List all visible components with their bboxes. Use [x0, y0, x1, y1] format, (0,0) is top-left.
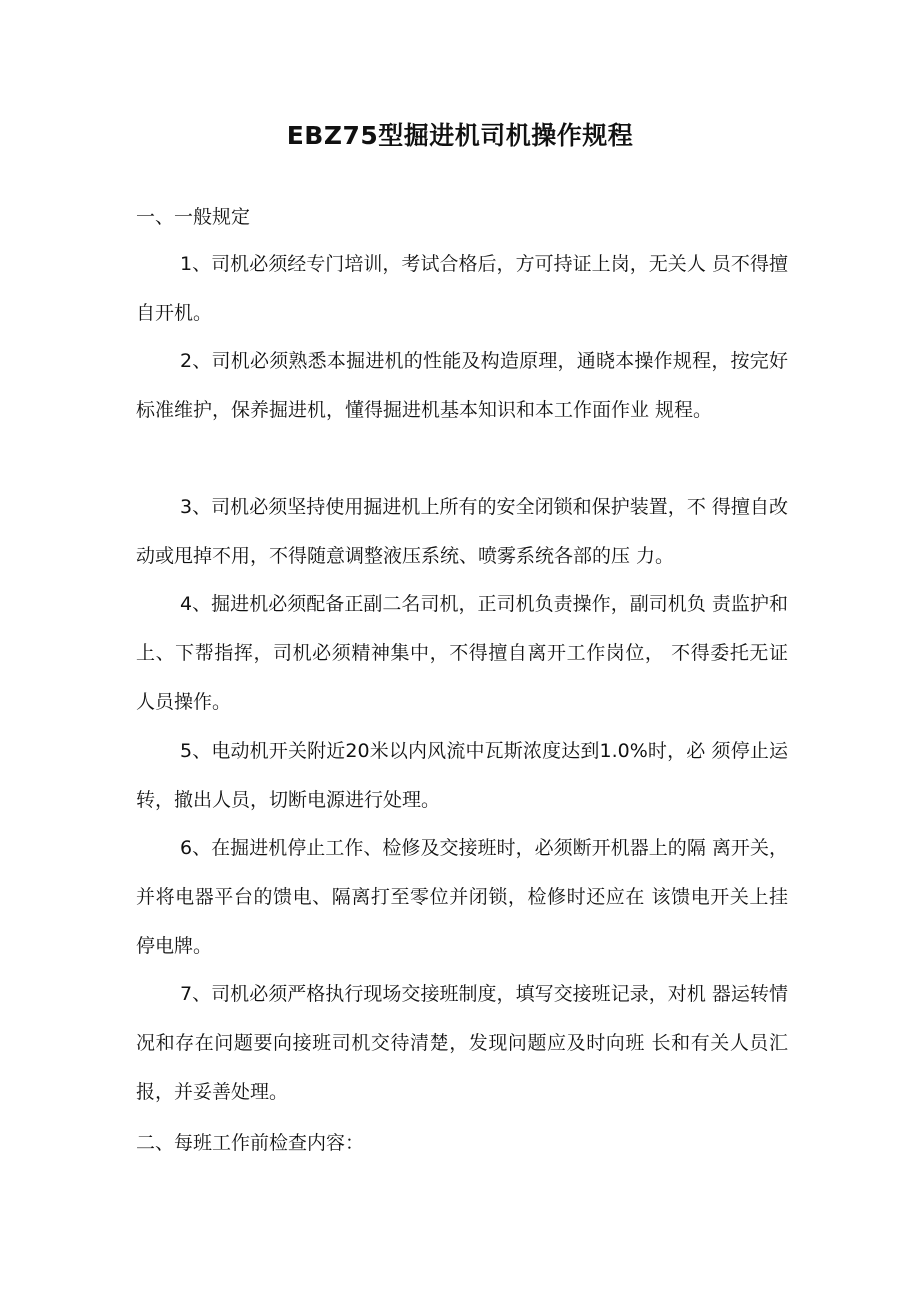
rule-item-6: 6、在掘进机停止工作、检修及交接班时，必须断开机器上的隔 离开关，并将电器平台的馈电、隔离打至零位并闭锁，检修时还应在 该馈电开关上挂停电牌。 [136, 837, 788, 957]
rule-item-2: 2、司机必须熟悉本掘进机的性能及构造原理，通晓本操作规程，按完好标准维护，保养掘进机，懂得掘进机基本知识和本工作面作业 规程。 [136, 350, 788, 421]
section-heading-general-rules: 一、一般规定 [136, 206, 251, 228]
rule-item-3: 3、司机必须坚持使用掘进机上所有的安全闭锁和保护装置，不 得擅自改动或甩掉不用，不得随意调整液压系统、喷雾系统各部的压 力。 [136, 496, 788, 567]
page-title: EBZ75型掘进机司机操作规程 [286, 121, 634, 150]
rule-item-5: 5、电动机开关附近20米以内风流中瓦斯浓度达到1.0%时，必 须停止运转，撤出人员，切断电源进行处理。 [136, 740, 788, 811]
section-heading-pre-shift-inspection: 二、每班工作前检查内容： [136, 1132, 365, 1154]
rule-item-1: 1、司机必须经专门培训，考试合格后，方可持证上岗，无关人 员不得擅自开机。 [136, 253, 788, 324]
rule-item-7: 7、司机必须严格执行现场交接班制度，填写交接班记录，对机 器运转情况和存在问题要向接班司机交待清楚，发现问题应及时向班 长和有关人员汇报，并妥善处理。 [136, 983, 788, 1103]
rule-item-4: 4、掘进机必须配备正副二名司机，正司机负责操作，副司机负 责监护和上、下帮指挥，司机必须精神集中，不得擅自离开工作岗位， 不得委托无证人员操作。 [136, 593, 788, 713]
